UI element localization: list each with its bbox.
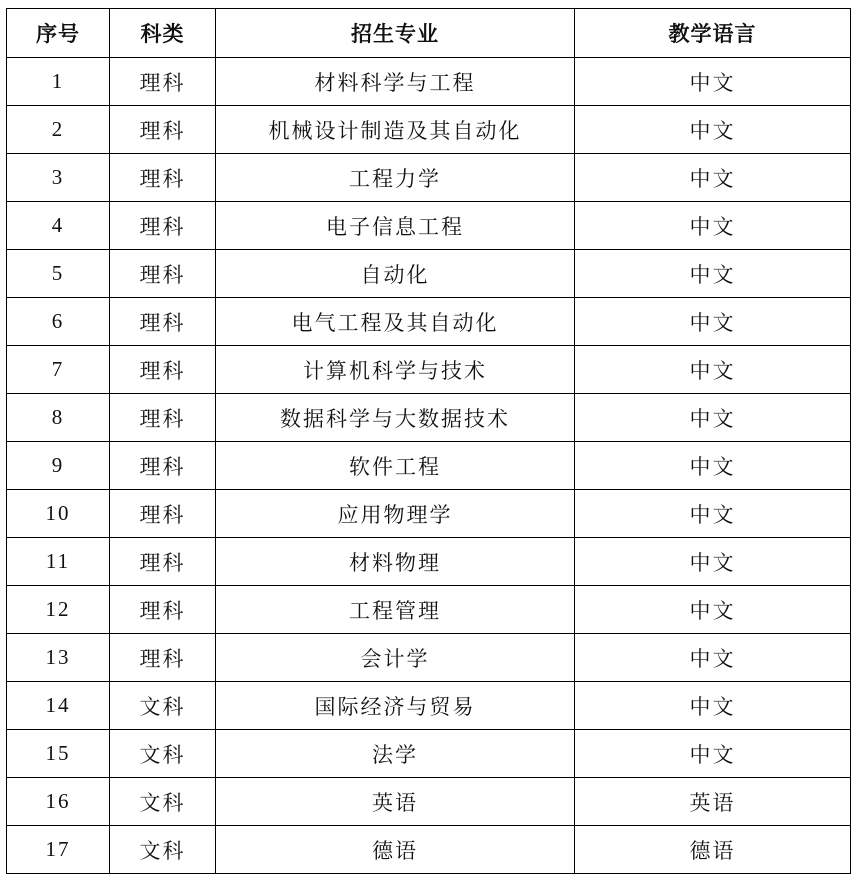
row-index: 10	[7, 490, 110, 538]
table-row	[7, 586, 851, 634]
table-body	[7, 58, 851, 874]
row-language: 中文	[575, 586, 851, 634]
row-language: 中文	[575, 730, 851, 778]
table-row	[7, 154, 851, 202]
row-index: 9	[7, 442, 110, 490]
row-major: 软件工程	[216, 442, 575, 490]
row-category: 理科	[110, 394, 216, 442]
table-row	[7, 202, 851, 250]
row-language: 中文	[575, 154, 851, 202]
row-language: 中文	[575, 106, 851, 154]
row-major: 德语	[216, 826, 575, 874]
row-category: 文科	[110, 730, 216, 778]
row-major: 材料物理	[216, 538, 575, 586]
row-index: 11	[7, 538, 110, 586]
row-category: 理科	[110, 538, 216, 586]
row-category: 理科	[110, 634, 216, 682]
row-index: 12	[7, 586, 110, 634]
row-category: 理科	[110, 298, 216, 346]
row-index: 8	[7, 394, 110, 442]
table-row	[7, 346, 851, 394]
row-language: 德语	[575, 826, 851, 874]
row-language: 中文	[575, 58, 851, 106]
row-index: 2	[7, 106, 110, 154]
table-row	[7, 634, 851, 682]
table-row	[7, 538, 851, 586]
row-category: 文科	[110, 826, 216, 874]
row-category: 理科	[110, 58, 216, 106]
row-language: 中文	[575, 346, 851, 394]
row-index: 15	[7, 730, 110, 778]
row-major: 会计学	[216, 634, 575, 682]
row-index: 5	[7, 250, 110, 298]
row-category: 理科	[110, 442, 216, 490]
table-row	[7, 442, 851, 490]
row-index: 7	[7, 346, 110, 394]
table-header	[7, 9, 851, 58]
table-row	[7, 298, 851, 346]
row-category: 理科	[110, 106, 216, 154]
row-language: 英语	[575, 778, 851, 826]
row-category: 理科	[110, 586, 216, 634]
majors-table	[6, 8, 851, 874]
row-category: 理科	[110, 154, 216, 202]
row-language: 中文	[575, 202, 851, 250]
row-major: 自动化	[216, 250, 575, 298]
row-language: 中文	[575, 394, 851, 442]
row-index: 17	[7, 826, 110, 874]
row-language: 中文	[575, 490, 851, 538]
row-index: 14	[7, 682, 110, 730]
row-category: 理科	[110, 250, 216, 298]
header-category: 科类	[110, 9, 216, 58]
row-major: 电气工程及其自动化	[216, 298, 575, 346]
row-major: 工程管理	[216, 586, 575, 634]
table-row	[7, 250, 851, 298]
table-row	[7, 106, 851, 154]
row-language: 中文	[575, 442, 851, 490]
header-index: 序号	[7, 9, 110, 58]
row-major: 材料科学与工程	[216, 58, 575, 106]
table-row	[7, 394, 851, 442]
row-major: 国际经济与贸易	[216, 682, 575, 730]
row-index: 4	[7, 202, 110, 250]
header-row	[7, 9, 851, 58]
row-index: 6	[7, 298, 110, 346]
table-row	[7, 490, 851, 538]
header-major: 招生专业	[216, 9, 575, 58]
row-language: 中文	[575, 250, 851, 298]
table-row	[7, 826, 851, 874]
row-index: 3	[7, 154, 110, 202]
table-row	[7, 682, 851, 730]
row-category: 理科	[110, 346, 216, 394]
row-category: 文科	[110, 682, 216, 730]
header-language: 教学语言	[575, 9, 851, 58]
row-major: 工程力学	[216, 154, 575, 202]
row-language: 中文	[575, 634, 851, 682]
row-major: 法学	[216, 730, 575, 778]
row-language: 中文	[575, 298, 851, 346]
row-major: 机械设计制造及其自动化	[216, 106, 575, 154]
row-index: 16	[7, 778, 110, 826]
row-major: 计算机科学与技术	[216, 346, 575, 394]
row-major: 英语	[216, 778, 575, 826]
row-major: 电子信息工程	[216, 202, 575, 250]
table-row	[7, 778, 851, 826]
table-row	[7, 58, 851, 106]
row-category: 理科	[110, 490, 216, 538]
table-row	[7, 730, 851, 778]
row-category: 文科	[110, 778, 216, 826]
row-category: 理科	[110, 202, 216, 250]
row-index: 1	[7, 58, 110, 106]
row-language: 中文	[575, 682, 851, 730]
row-index: 13	[7, 634, 110, 682]
row-major: 数据科学与大数据技术	[216, 394, 575, 442]
row-major: 应用物理学	[216, 490, 575, 538]
row-language: 中文	[575, 538, 851, 586]
